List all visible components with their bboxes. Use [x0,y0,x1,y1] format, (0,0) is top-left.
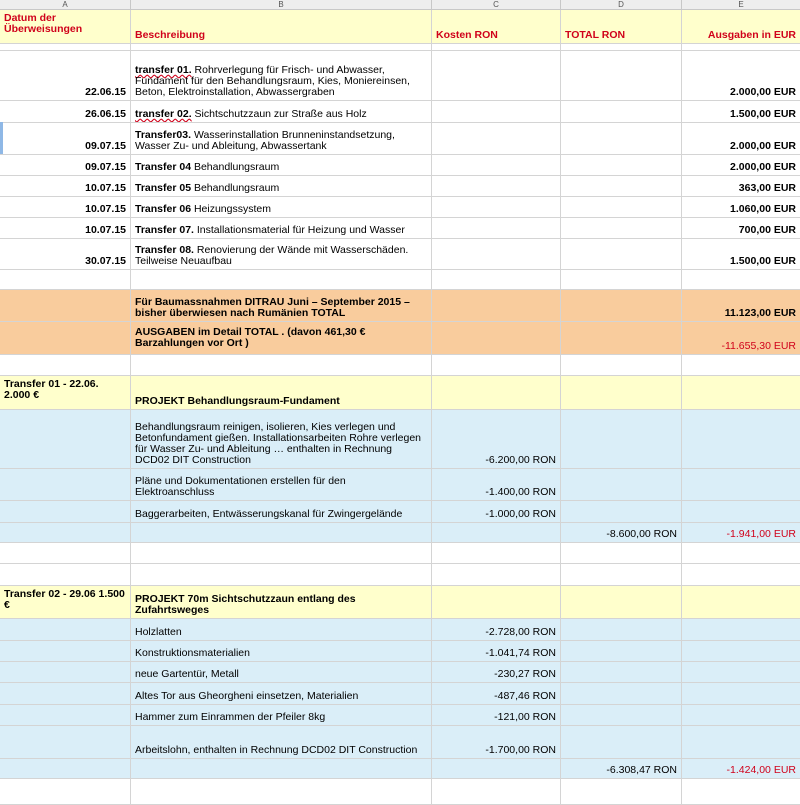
project-total-ron[interactable]: -8.600,00 RON [561,523,682,543]
transfer-description[interactable]: Transfer 05 Behandlungsraum [131,176,432,197]
project-item-row [0,726,800,759]
project-header-row [0,376,800,410]
item-cost[interactable]: -230,27 RON [432,662,561,683]
transfer-eur[interactable]: 2.000,00 EUR [682,155,800,176]
transfer-row [0,155,800,176]
column-header-a[interactable]: A [0,0,131,9]
transfer-date[interactable]: 10.07.15 [0,218,131,239]
transfer-row [0,239,800,270]
transfer-eur[interactable]: 1.500,00 EUR [682,239,800,270]
project-item-row [0,501,800,523]
item-description[interactable]: Arbeitslohn, enthalten in Rechnung DCD02 DIT Construction [131,726,432,759]
transfer-date[interactable]: 09.07.15 [0,155,131,176]
transfer-description[interactable]: Transfer 08. Renovierung der Wände mit Wasserschäden. Teilweise Neuaufbau [131,239,432,270]
header-expenses-eur[interactable]: Ausgaben in EUR [682,10,800,44]
summary-detail-value[interactable]: -11.655,30 EUR [682,322,800,355]
empty-row [0,543,800,564]
item-cost[interactable]: -1.700,00 RON [432,726,561,759]
transfer-date[interactable]: 09.07.15 [0,123,131,155]
empty-row [0,44,800,51]
transfer-row [0,197,800,218]
empty-row [0,270,800,290]
transfer-row [0,176,800,197]
summary-detail-row [0,322,800,355]
empty-row [0,779,800,805]
row-selection-marker [0,122,3,154]
transfer-description[interactable]: Transfer 06 Heizungssystem [131,197,432,218]
transfer-eur[interactable]: 700,00 EUR [682,218,800,239]
item-description[interactable]: Konstruktionsmaterialien [131,641,432,662]
project-item-row [0,705,800,726]
transfer-eur[interactable]: 363,00 EUR [682,176,800,197]
item-cost[interactable]: -1.400,00 RON [432,469,561,501]
item-cost[interactable]: -487,46 RON [432,683,561,705]
item-description[interactable]: Baggerarbeiten, Entwässerungskanal für Zwingergelände [131,501,432,523]
empty-row [0,355,800,376]
summary-detail-label[interactable]: AUSGABEN im Detail TOTAL . (davon 461,30 € Barzahlungen vor Ort ) [131,322,432,355]
item-description[interactable]: Pläne und Dokumentationen erstellen für den Elektroanschluss [131,469,432,501]
empty-row [0,564,800,586]
item-description[interactable]: Holzlatten [131,619,432,641]
item-description[interactable]: Hammer zum Einrammen der Pfeiler 8kg [131,705,432,726]
header-total-ron[interactable]: TOTAL RON [561,10,682,44]
project-total-eur[interactable]: -1.941,00 EUR [682,523,800,543]
column-header-b[interactable]: B [131,0,432,9]
header-row [0,10,800,44]
transfer-row [0,218,800,239]
header-cost-ron[interactable]: Kosten RON [432,10,561,44]
project-total-ron[interactable]: -6.308,47 RON [561,759,682,779]
column-header-bar [0,0,800,10]
item-cost[interactable]: -1.000,00 RON [432,501,561,523]
transfer-eur[interactable]: 1.500,00 EUR [682,101,800,123]
column-header-e[interactable]: E [738,0,744,9]
transfer-description[interactable]: Transfer03. Wasserinstallation Brunneninstandsetzung, Wasser Zu- und Ableitung, Abwassertank [131,123,432,155]
item-description[interactable]: neue Gartentür, Metall [131,662,432,683]
header-date[interactable]: Datum der Überweisungen [0,10,131,44]
transfer-description[interactable]: Transfer 04 Behandlungsraum [131,155,432,176]
item-description[interactable]: Behandlungsraum reinigen, isolieren, Kies verlegen und Betonfundament gießen. Installationsarbeiten Rohre verlegen für Wasser Zu- und Ableitung … enthalten in Rechnung DCD02 DIT Construction [131,410,432,469]
transfer-eur[interactable]: 1.060,00 EUR [682,197,800,218]
project-transfer-ref[interactable]: Transfer 02 - 29.06 1.500 € [0,586,131,619]
project-total-eur[interactable]: -1.424,00 EUR [682,759,800,779]
transfer-row [0,101,800,123]
summary-total-value[interactable]: 11.123,00 EUR [682,290,800,322]
transfer-date[interactable]: 10.07.15 [0,197,131,218]
project-title[interactable]: PROJEKT Behandlungsraum-Fundament [131,376,432,410]
item-cost[interactable]: -6.200,00 RON [432,410,561,469]
transfer-row [0,123,800,155]
transfer-date[interactable]: 22.06.15 [0,51,131,101]
transfer-date[interactable]: 26.06.15 [0,101,131,123]
project-item-row [0,662,800,683]
header-description[interactable]: Beschreibung [131,10,432,44]
item-description[interactable]: Altes Tor aus Gheorgheni einsetzen, Materialien [131,683,432,705]
summary-total-row [0,290,800,322]
project-item-row [0,619,800,641]
transfer-date[interactable]: 10.07.15 [0,176,131,197]
transfer-row [0,51,800,101]
project-item-row [0,469,800,501]
transfer-description[interactable]: transfer 01. Rohrverlegung für Frisch- und Abwasser, Fundament für den Behandlungsraum, Kies, Moniereinsen, Beton, Elektroinstallation, Abwassergraben [131,51,432,101]
transfer-description[interactable]: transfer 02. Sichtschutzzaun zur Straße aus Holz [131,101,432,123]
project-total-row [0,523,800,543]
transfer-description[interactable]: Transfer 07. Installationsmaterial für Heizung und Wasser [131,218,432,239]
column-header-d[interactable]: D [561,0,682,9]
project-total-row [0,759,800,779]
project-header-row [0,586,800,619]
project-item-row [0,641,800,662]
project-item-row [0,683,800,705]
item-cost[interactable]: -1.041,74 RON [432,641,561,662]
item-cost[interactable]: -121,00 RON [432,705,561,726]
item-cost[interactable]: -2.728,00 RON [432,619,561,641]
summary-total-label[interactable]: Für Baumassnahmen DITRAU Juni – September 2015 – bisher überwiesen nach Rumänien TOTAL [131,290,432,322]
transfer-eur[interactable]: 2.000,00 EUR [682,51,800,101]
project-transfer-ref[interactable]: Transfer 01 - 22.06. 2.000 € [0,376,131,410]
project-item-row [0,410,800,469]
column-header-c[interactable]: C [432,0,561,9]
transfer-eur[interactable]: 2.000,00 EUR [682,123,800,155]
project-title[interactable]: PROJEKT 70m Sichtschutzzaun entlang des Zufahrtsweges [131,586,432,619]
transfer-date[interactable]: 30.07.15 [0,239,131,270]
